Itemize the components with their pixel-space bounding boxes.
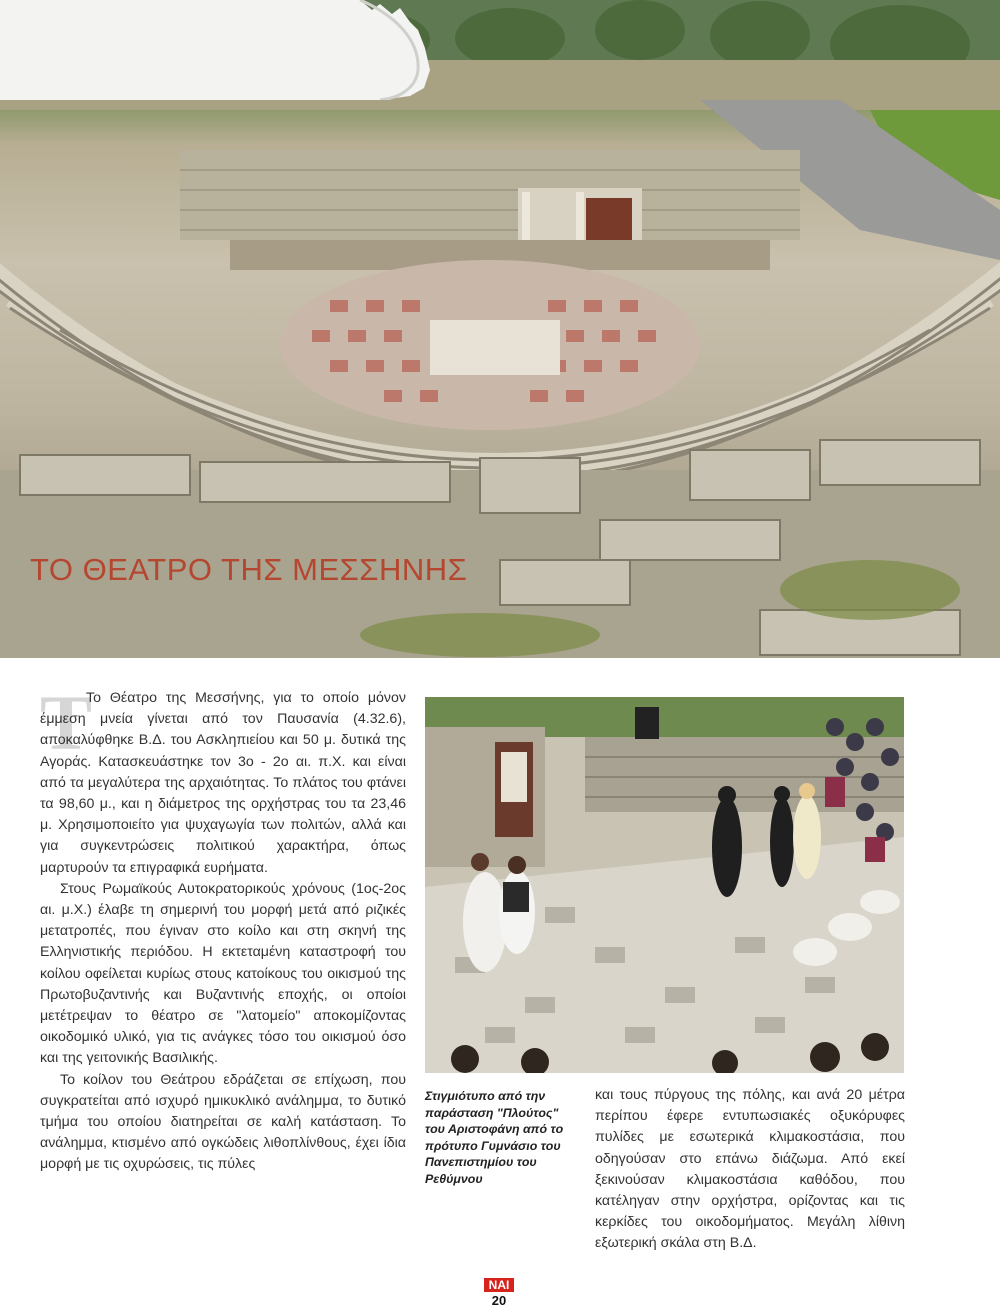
performance-illustration [425,697,904,1073]
paragraph-1: Το Θέατρο της Μεσσήνης, για το οποίο μόνον έμμεση μνεία γίνεται από τον Παυσανία (4.32.6), αποκαλύφθηκε Β.Δ. του Ασκληπιείου και 50 μ. δυτικά της Αγοράς. Κατασκευάστηκε τον 3ο - 2ο αι. π.Χ. και είναι από τα μεγαλύτερα της αρχαιότητας. Το πλάτος του φτάνει τα 98,60 μ., και η διάμετρος της ορχήστρας του τα 23,46 μ. Χρησιμοποιείτο για ψυχαγωγία των πολιτών, αλλά και για συγκεντρώσεις πολιτικού χαρακτήρα, όπως μαρτυρούν τα επιγραφικά ευρήματα. [40,690,406,876]
page-number: 20 [491,1293,507,1308]
magazine-logo: ΝΑΙ [484,1278,514,1292]
paragraph-3: Το κοίλον του Θεάτρου εδράζεται σε επίχωση, που συγκρατείται από ισχυρό ημικυκλικό ανάλημμα, το δυτικό τμήμα του οποίου διατηρείται σε καλή κατάσταση. Το ανάλημμα, κτισμένο από ογκώδεις λιθοπλίνθους, έχει ίδια μορφή με τις οχυρώσεις, τις πύλες [40,1071,406,1173]
article-title: ΤΟ ΘΕΑΤΡΟ ΤΗΣ ΜΕΣΣΗΝΗΣ [30,552,468,587]
drop-cap: Τ [40,679,93,766]
body-column-left [40,688,406,1176]
photo-caption: Στιγμιότυπο από την παράσταση "Πλούτος" του Αριστοφάνη από το πρότυπο Γυμνάσιο του Πανεπιστημίου του Ρεθύμνου [425,1089,564,1186]
performance-photo [425,697,904,1073]
paragraph-4: και τους πύργους της πόλης, και ανά 20 μέτρα περίπου έφερε εντυπωσιακές οξυκόρυφες πυλίδες με εσωτερικά κλιμακοστάσια, που οδηγούσαν στο επάνω διάζωμα. Από εκεί ξεκινούσαν κλιμακοστάσια καθόδου, που κατέληγαν στην ορχήστρα, ορίζοντας και τις κερκίδες του οικοδομήματος. Μεγάλη λίθινη εξωτερική σκάλα στη Β.Δ. [595,1087,905,1252]
paragraph-2: Στους Ρωμαϊκούς Αυτοκρατορικούς χρόνους (1ος-2ος αι. μ.Χ.) έλαβε τη σημερινή του μορφή μετά από ριζικές μετατροπές, που έγιναν στο κοίλο και στη σκηνή της Ελληνιστικής περιόδου. Η εκτεταμένη καταστροφή του κοίλου οφείλεται κυρίως στους κατοίκους του οικισμού της Πρωτοβυζαντινής και Βυζαντινής εποχής, οι οποίοι μετέτρεψαν το θέατρο σε "λατομείο" αποκομίζοντας οικοδομικό υλικό, για τις ανάγκες τόσο του οικισμού όσο και της γειτονικής Βασιλικής. [40,880,406,1067]
title-banner [0,0,432,100]
body-column-right [595,1085,905,1255]
